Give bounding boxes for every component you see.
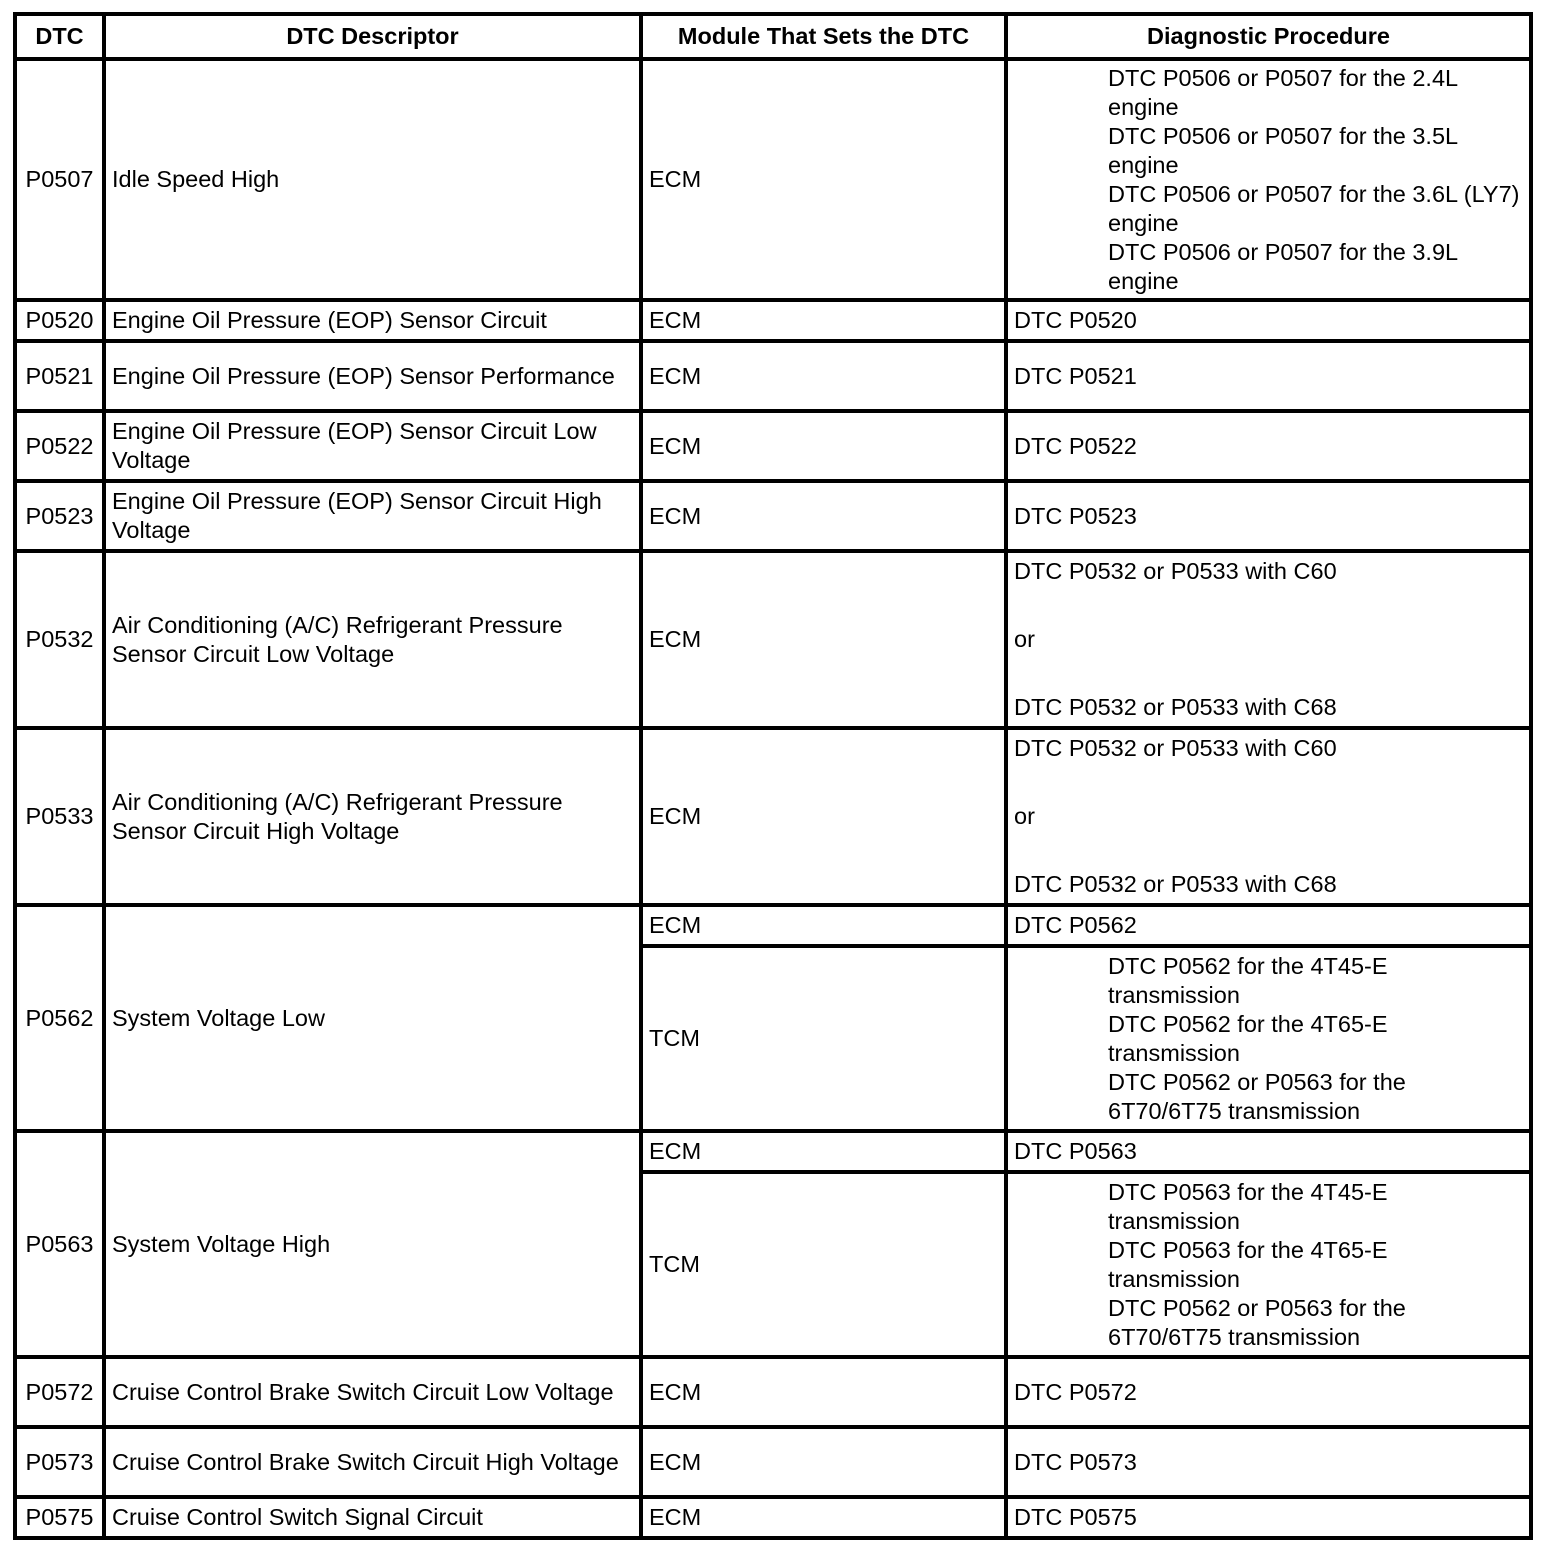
procedure-link[interactable]: DTC P0563 for the 4T65-E transmission bbox=[1108, 1236, 1388, 1292]
procedure-separator: or bbox=[1014, 626, 1035, 652]
module-name: ECM bbox=[641, 1497, 1006, 1538]
procedure-list bbox=[1006, 1172, 1531, 1357]
dtc-code: P0507 bbox=[15, 59, 104, 300]
table-row bbox=[15, 1497, 1531, 1538]
dtc-descriptor: Cruise Control Brake Switch Circuit Low Voltage bbox=[104, 1357, 641, 1427]
dtc-descriptor: Engine Oil Pressure (EOP) Sensor Performance bbox=[104, 341, 641, 411]
procedure-link[interactable]: DTC P0521 bbox=[1006, 341, 1531, 411]
procedure-link[interactable]: DTC P0562 bbox=[1006, 905, 1531, 946]
dtc-code: P0575 bbox=[15, 1497, 104, 1538]
procedure-link[interactable]: DTC P0573 bbox=[1006, 1427, 1531, 1497]
procedure-link[interactable]: DTC P0562 for the 4T45-E transmission bbox=[1108, 952, 1388, 1008]
dtc-descriptor: Engine Oil Pressure (EOP) Sensor Circuit High Voltage bbox=[104, 481, 641, 551]
dtc-table bbox=[13, 12, 1533, 1540]
module-name: ECM bbox=[641, 1357, 1006, 1427]
procedure-link[interactable]: DTC P0532 or P0533 with C68 bbox=[1014, 871, 1337, 897]
table-row bbox=[15, 1427, 1531, 1497]
procedure-link[interactable]: DTC P0563 bbox=[1006, 1131, 1531, 1172]
module-name: TCM bbox=[641, 946, 1006, 1131]
procedure-list bbox=[1006, 59, 1531, 300]
module-name: ECM bbox=[641, 411, 1006, 481]
module-name: ECM bbox=[641, 905, 1006, 946]
dtc-descriptor: Air Conditioning (A/C) Refrigerant Pressure Sensor Circuit High Voltage bbox=[104, 728, 641, 905]
header-procedure: Diagnostic Procedure bbox=[1006, 14, 1531, 59]
procedure-link[interactable]: DTC P0506 or P0507 for the 2.4L engine bbox=[1108, 64, 1458, 120]
header-module: Module That Sets the DTC bbox=[641, 14, 1006, 59]
procedure-link[interactable]: DTC P0532 or P0533 with C68 bbox=[1014, 694, 1337, 720]
table-row bbox=[15, 905, 1531, 946]
table-row bbox=[15, 341, 1531, 411]
dtc-code: P0520 bbox=[15, 300, 104, 341]
dtc-descriptor: Air Conditioning (A/C) Refrigerant Pressure Sensor Circuit Low Voltage bbox=[104, 551, 641, 728]
dtc-descriptor: Idle Speed High bbox=[104, 59, 641, 300]
procedure-list bbox=[1006, 728, 1531, 905]
header-dtc: DTC bbox=[15, 14, 104, 59]
table-row bbox=[15, 300, 1531, 341]
table-row bbox=[15, 1357, 1531, 1427]
procedure-link[interactable]: DTC P0523 bbox=[1006, 481, 1531, 551]
dtc-code: P0521 bbox=[15, 341, 104, 411]
module-name: ECM bbox=[641, 1131, 1006, 1172]
procedure-link[interactable]: DTC P0506 or P0507 for the 3.9L engine bbox=[1108, 238, 1458, 294]
procedure-link[interactable]: DTC P0572 bbox=[1006, 1357, 1531, 1427]
module-name: ECM bbox=[641, 481, 1006, 551]
table-row bbox=[15, 59, 1531, 300]
module-name: ECM bbox=[641, 728, 1006, 905]
table-row bbox=[15, 1131, 1531, 1172]
procedure-list bbox=[1006, 551, 1531, 728]
table-row bbox=[15, 411, 1531, 481]
procedure-link[interactable]: DTC P0562 or P0563 for the 6T70/6T75 transmission bbox=[1108, 1294, 1406, 1350]
procedure-link[interactable]: DTC P0506 or P0507 for the 3.6L (LY7) engine bbox=[1108, 180, 1520, 236]
dtc-descriptor: Cruise Control Switch Signal Circuit bbox=[104, 1497, 641, 1538]
procedure-link[interactable]: DTC P0532 or P0533 with C60 bbox=[1014, 558, 1337, 584]
procedure-separator: or bbox=[1014, 803, 1035, 829]
table-row bbox=[15, 481, 1531, 551]
procedure-link[interactable]: DTC P0520 bbox=[1006, 300, 1531, 341]
dtc-descriptor: System Voltage Low bbox=[104, 905, 641, 1131]
procedure-link[interactable]: DTC P0562 or P0563 for the 6T70/6T75 transmission bbox=[1108, 1068, 1406, 1124]
table-row bbox=[15, 551, 1531, 728]
procedure-link[interactable]: DTC P0532 or P0533 with C60 bbox=[1014, 735, 1337, 761]
dtc-descriptor: Engine Oil Pressure (EOP) Sensor Circuit bbox=[104, 300, 641, 341]
header-descriptor: DTC Descriptor bbox=[104, 14, 641, 59]
module-name: ECM bbox=[641, 341, 1006, 411]
procedure-link[interactable]: DTC P0522 bbox=[1006, 411, 1531, 481]
module-name: ECM bbox=[641, 551, 1006, 728]
dtc-code: P0572 bbox=[15, 1357, 104, 1427]
table-row bbox=[15, 728, 1531, 905]
dtc-descriptor: System Voltage High bbox=[104, 1131, 641, 1357]
module-name: ECM bbox=[641, 300, 1006, 341]
procedure-link[interactable]: DTC P0575 bbox=[1006, 1497, 1531, 1538]
dtc-code: P0573 bbox=[15, 1427, 104, 1497]
module-name: ECM bbox=[641, 59, 1006, 300]
module-name: ECM bbox=[641, 1427, 1006, 1497]
dtc-code: P0563 bbox=[15, 1131, 104, 1357]
procedure-link[interactable]: DTC P0506 or P0507 for the 3.5L engine bbox=[1108, 122, 1458, 178]
procedure-link[interactable]: DTC P0563 for the 4T45-E transmission bbox=[1108, 1178, 1388, 1234]
dtc-descriptor: Engine Oil Pressure (EOP) Sensor Circuit Low Voltage bbox=[104, 411, 641, 481]
dtc-code: P0532 bbox=[15, 551, 104, 728]
header-row bbox=[15, 14, 1531, 59]
dtc-code: P0523 bbox=[15, 481, 104, 551]
dtc-code: P0562 bbox=[15, 905, 104, 1131]
dtc-code: P0533 bbox=[15, 728, 104, 905]
procedure-list bbox=[1006, 946, 1531, 1131]
procedure-link[interactable]: DTC P0562 for the 4T65-E transmission bbox=[1108, 1010, 1388, 1066]
dtc-descriptor: Cruise Control Brake Switch Circuit High Voltage bbox=[104, 1427, 641, 1497]
dtc-code: P0522 bbox=[15, 411, 104, 481]
module-name: TCM bbox=[641, 1172, 1006, 1357]
